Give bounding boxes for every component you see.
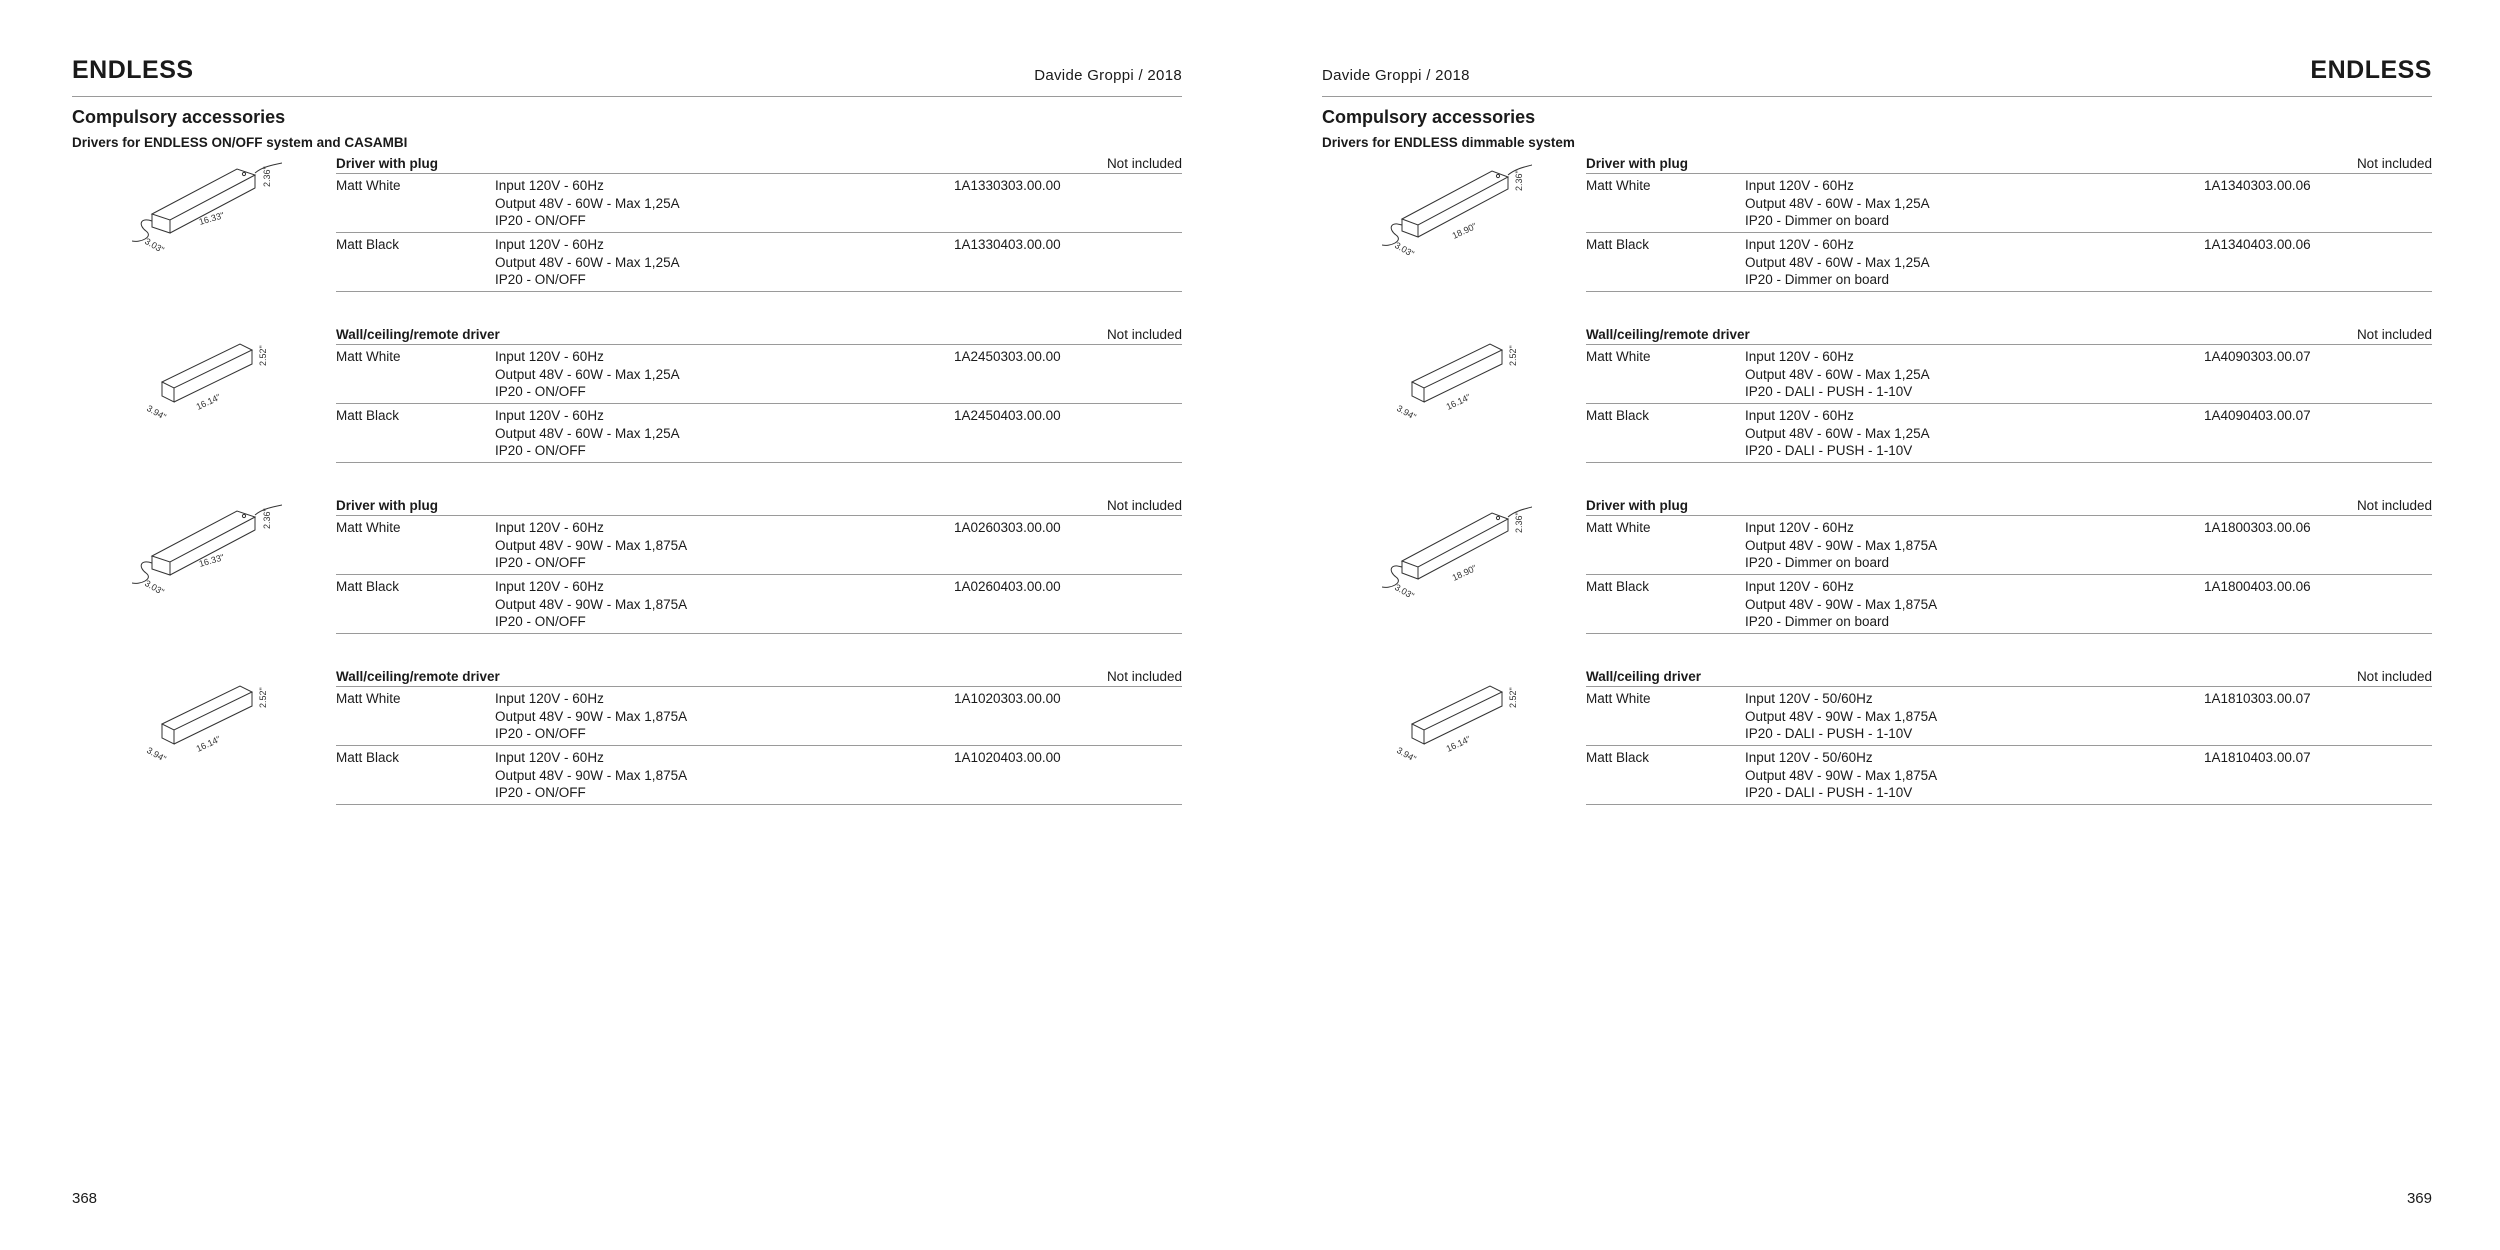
spec-line: IP20 - ON/OFF [495, 555, 586, 570]
table-row [336, 404, 1182, 463]
finish-name: Matt Black [1586, 237, 1650, 252]
spec-line: IP20 - DALI - PUSH - 1-10V [1745, 726, 1913, 741]
group-header [1586, 495, 2432, 516]
product-table [1586, 666, 2432, 805]
status-label: Not included [1106, 327, 1182, 342]
spec-lines [495, 749, 687, 802]
finish-name: Matt Black [336, 237, 400, 252]
table-row [336, 174, 1182, 233]
status-label: Not included [2356, 327, 2432, 342]
table-row [336, 233, 1182, 292]
driver-with-plug-icon [132, 501, 282, 601]
status-label: Not included [2356, 498, 2432, 513]
spec-line: Input 120V - 60Hz [495, 520, 604, 535]
product-code: 1A0260403.00.00 [954, 579, 1061, 594]
dimension-label: 3.03" [143, 236, 166, 256]
finish-name: Matt White [336, 349, 401, 364]
dimension-label: 3.94" [1395, 403, 1418, 423]
page-number: 369 [2406, 1190, 2432, 1207]
product-code: 1A1800303.00.06 [2204, 520, 2311, 535]
spec-lines [495, 407, 680, 460]
finish-name: Matt Black [1586, 750, 1650, 765]
spec-line: IP20 - Dimmer on board [1745, 555, 1890, 570]
dimension-label: 16.33" [197, 210, 226, 227]
finish-name: Matt White [336, 691, 401, 706]
group-header [336, 324, 1182, 345]
dimension-label: 2.52" [258, 687, 268, 708]
finish-name: Matt White [1586, 178, 1651, 193]
group-title: Wall/ceiling driver [1586, 669, 1702, 684]
brand-title: ENDLESS [2310, 56, 2432, 84]
table-row [1586, 174, 2432, 233]
remote-driver-icon [1382, 330, 1532, 430]
spec-line: Input 120V - 60Hz [495, 178, 604, 193]
spec-line: Input 120V - 60Hz [1745, 178, 1854, 193]
spec-line: IP20 - Dimmer on board [1745, 272, 1890, 287]
dimension-label: 2.36" [1514, 170, 1524, 191]
product-group [72, 666, 1182, 837]
finish-name: Matt White [1586, 691, 1651, 706]
spec-line: IP20 - ON/OFF [495, 213, 586, 228]
table-row [336, 516, 1182, 575]
page-header [72, 56, 1182, 97]
spec-line: Input 120V - 50/60Hz [1745, 691, 1873, 706]
dimension-label: 2.52" [258, 345, 268, 366]
product-code: 1A1810403.00.07 [2204, 750, 2311, 765]
product-code: 1A1330403.00.00 [954, 237, 1061, 252]
group-title: Driver with plug [336, 156, 439, 171]
designer-credit: Davide Groppi / 2018 [1322, 67, 1470, 84]
group-title: Wall/ceiling/remote driver [336, 327, 500, 342]
group-title: Driver with plug [336, 498, 439, 513]
dimension-label: 16.33" [197, 552, 226, 569]
spec-line: IP20 - DALI - PUSH - 1-10V [1745, 443, 1913, 458]
spec-line: Output 48V - 60W - Max 1,25A [1745, 425, 1930, 441]
product-code: 1A1340403.00.06 [2204, 237, 2311, 252]
product-group [1322, 153, 2432, 324]
page-number: 368 [72, 1190, 98, 1207]
spec-line: Input 120V - 60Hz [1745, 349, 1854, 364]
table-row [336, 345, 1182, 404]
table-row [1586, 516, 2432, 575]
spec-line: Output 48V - 60W - Max 1,25A [495, 254, 680, 270]
spec-lines [1745, 236, 1930, 289]
spec-line: Output 48V - 90W - Max 1,875A [495, 767, 688, 783]
spec-line: IP20 - ON/OFF [495, 614, 586, 629]
page-content [1322, 56, 2432, 837]
spec-lines [495, 348, 680, 401]
dimension-label: 3.03" [143, 578, 166, 598]
group-header [1586, 666, 2432, 687]
product-code: 1A1330303.00.00 [954, 178, 1061, 193]
dimension-label: 3.03" [1393, 240, 1416, 259]
spec-line: Input 120V - 60Hz [1745, 520, 1854, 535]
spec-lines [495, 578, 687, 631]
spec-line: IP20 - ON/OFF [495, 384, 586, 399]
product-table [336, 324, 1182, 463]
table-row [1586, 687, 2432, 746]
product-code: 1A2450403.00.00 [954, 408, 1061, 423]
spec-line: Output 48V - 90W - Max 1,875A [495, 708, 688, 724]
spec-line: Output 48V - 90W - Max 1,875A [495, 537, 688, 553]
dimension-label: 3.94" [145, 403, 168, 423]
product-group [72, 153, 1182, 324]
dimension-label: 18.90" [1450, 562, 1479, 583]
dimension-label: 3.94" [145, 745, 168, 765]
finish-name: Matt White [336, 520, 401, 535]
spec-lines [495, 519, 687, 572]
dimension-label: 3.03" [1393, 582, 1416, 601]
spec-lines [495, 690, 687, 743]
spec-line: IP20 - ON/OFF [495, 443, 586, 458]
group-header [336, 495, 1182, 516]
spec-line: IP20 - ON/OFF [495, 726, 586, 741]
group-title: Driver with plug [1586, 498, 1689, 513]
table-row [336, 575, 1182, 634]
group-title: Wall/ceiling/remote driver [336, 669, 500, 684]
spec-line: IP20 - ON/OFF [495, 272, 586, 287]
spec-line: IP20 - DALI - PUSH - 1-10V [1745, 785, 1913, 800]
dimension-label: 2.52" [1508, 687, 1518, 708]
spec-line: Input 120V - 60Hz [1745, 237, 1854, 252]
right-page [1250, 0, 2500, 1250]
spec-line: IP20 - DALI - PUSH - 1-10V [1745, 384, 1913, 399]
spec-lines [495, 177, 680, 230]
product-group [72, 324, 1182, 495]
group-title: Wall/ceiling/remote driver [1586, 327, 1750, 342]
table-row [1586, 575, 2432, 634]
dimension-label: 3.94" [1395, 745, 1418, 765]
table-row [1586, 345, 2432, 404]
spec-line: Output 48V - 60W - Max 1,25A [1745, 195, 1930, 211]
dimension-label: 18.90" [1450, 220, 1479, 241]
product-code: 1A1810303.00.07 [2204, 691, 2311, 706]
spec-lines [1745, 348, 1930, 401]
spec-line: Output 48V - 60W - Max 1,25A [495, 195, 680, 211]
spec-line: Output 48V - 90W - Max 1,875A [1745, 708, 1938, 724]
remote-driver-icon [132, 672, 282, 772]
designer-credit: Davide Groppi / 2018 [1034, 67, 1182, 84]
spec-line: Output 48V - 60W - Max 1,25A [1745, 366, 1930, 382]
page-content [72, 56, 1182, 837]
section-subtitle: Drivers for ENDLESS dimmable system [1322, 135, 1575, 150]
driver-with-plug-icon [1382, 501, 1532, 601]
table-row [336, 687, 1182, 746]
spec-line: Input 120V - 60Hz [1745, 408, 1854, 423]
product-code: 1A0260303.00.00 [954, 520, 1061, 535]
group-title: Driver with plug [1586, 156, 1689, 171]
product-table [336, 153, 1182, 292]
dimension-label: 2.52" [1508, 345, 1518, 366]
remote-driver-icon [132, 330, 282, 430]
spec-line: Input 120V - 60Hz [495, 691, 604, 706]
status-label: Not included [1106, 156, 1182, 171]
table-row [1586, 404, 2432, 463]
product-code: 1A1020403.00.00 [954, 750, 1061, 765]
group-header [1586, 153, 2432, 174]
dimension-label: 2.36" [262, 166, 272, 187]
group-header [336, 666, 1182, 687]
product-table [336, 495, 1182, 634]
status-label: Not included [2356, 669, 2432, 684]
spec-lines [1745, 407, 1930, 460]
table-row [1586, 746, 2432, 805]
spec-line: IP20 - ON/OFF [495, 785, 586, 800]
product-code: 1A2450303.00.00 [954, 349, 1061, 364]
finish-name: Matt Black [1586, 579, 1650, 594]
product-code: 1A4090403.00.07 [2204, 408, 2311, 423]
driver-with-plug-icon [132, 159, 282, 259]
finish-name: Matt White [1586, 520, 1651, 535]
spec-line: Input 120V - 60Hz [495, 349, 604, 364]
product-code: 1A1800403.00.06 [2204, 579, 2311, 594]
product-group [1322, 495, 2432, 666]
spec-line: IP20 - Dimmer on board [1745, 614, 1890, 629]
finish-name: Matt White [1586, 349, 1651, 364]
product-table [1586, 324, 2432, 463]
spec-lines [1745, 578, 1937, 631]
dimension-label: 16.14" [194, 733, 223, 754]
remote-driver-icon [1382, 672, 1532, 772]
group-header [336, 153, 1182, 174]
spec-line: Output 48V - 90W - Max 1,875A [495, 596, 688, 612]
finish-name: Matt Black [336, 408, 400, 423]
spec-lines [495, 236, 680, 289]
product-code: 1A1020303.00.00 [954, 691, 1061, 706]
spec-line: Output 48V - 60W - Max 1,25A [495, 366, 680, 382]
product-table [1586, 153, 2432, 292]
driver-with-plug-icon [1382, 159, 1532, 259]
spec-line: Input 120V - 60Hz [495, 408, 604, 423]
status-label: Not included [1106, 498, 1182, 513]
dimension-label: 2.36" [1514, 512, 1524, 533]
spec-line: Input 120V - 60Hz [495, 750, 604, 765]
dimension-label: 16.14" [194, 391, 223, 412]
dimension-label: 16.14" [1444, 733, 1473, 754]
table-row [336, 746, 1182, 805]
spec-line: Input 120V - 60Hz [495, 237, 604, 252]
product-table [1586, 495, 2432, 634]
product-code: 1A4090303.00.07 [2204, 349, 2311, 364]
product-code: 1A1340303.00.06 [2204, 178, 2311, 193]
product-table [336, 666, 1182, 805]
finish-name: Matt Black [1586, 408, 1650, 423]
dimension-label: 16.14" [1444, 391, 1473, 412]
status-label: Not included [2356, 156, 2432, 171]
product-group [72, 495, 1182, 666]
spec-lines [1745, 749, 1937, 802]
spec-line: Output 48V - 90W - Max 1,875A [1745, 537, 1938, 553]
spec-lines [1745, 177, 1930, 230]
spec-line: Input 120V - 60Hz [1745, 579, 1854, 594]
page-header [1322, 56, 2432, 97]
status-label: Not included [1106, 669, 1182, 684]
spec-lines [1745, 690, 1937, 743]
section-subtitle: Drivers for ENDLESS ON/OFF system and CASAMBI [72, 135, 408, 150]
product-group [1322, 324, 2432, 495]
spec-lines [1745, 519, 1937, 572]
group-header [1586, 324, 2432, 345]
section-title: Compulsory accessories [72, 107, 286, 127]
brand-title: ENDLESS [72, 56, 194, 84]
spec-line: Input 120V - 60Hz [495, 579, 604, 594]
spec-line: Output 48V - 90W - Max 1,875A [1745, 767, 1938, 783]
finish-name: Matt Black [336, 750, 400, 765]
spec-line: Output 48V - 60W - Max 1,25A [495, 425, 680, 441]
finish-name: Matt White [336, 178, 401, 193]
spec-line: Output 48V - 90W - Max 1,875A [1745, 596, 1938, 612]
product-group [1322, 666, 2432, 837]
finish-name: Matt Black [336, 579, 400, 594]
dimension-label: 2.36" [262, 508, 272, 529]
spec-line: Input 120V - 50/60Hz [1745, 750, 1873, 765]
table-row [1586, 233, 2432, 292]
spec-line: Output 48V - 60W - Max 1,25A [1745, 254, 1930, 270]
spec-line: IP20 - Dimmer on board [1745, 213, 1890, 228]
section-title: Compulsory accessories [1322, 107, 1536, 127]
